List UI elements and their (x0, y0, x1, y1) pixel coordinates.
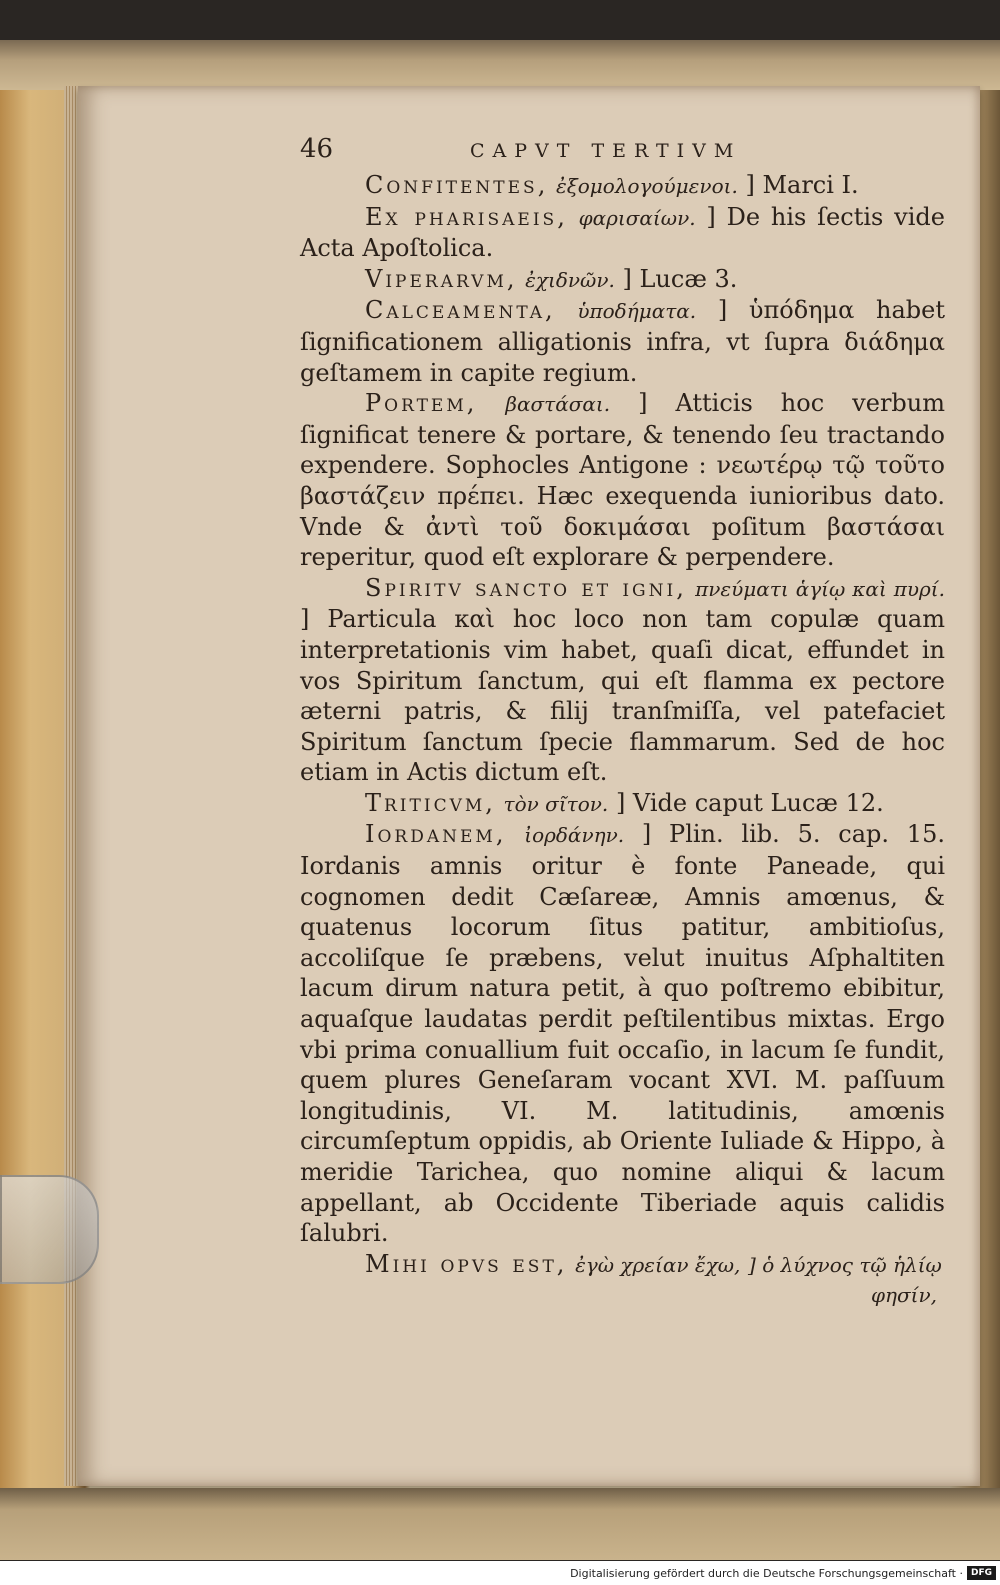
greek-term: βαστάσαι. (505, 392, 611, 417)
entry-portem (300, 388, 945, 573)
chapter-title: CAPVT TERTIVM (470, 140, 742, 162)
lemma: Calceamenta, (365, 296, 556, 325)
entry-iordanem (300, 819, 945, 1248)
running-head (300, 134, 945, 170)
commentary: ] Atticis hoc verbum ſignificat tenere & portare, & tenendo ſeu tractando expendere. Sophocles Antigone : νεωτέρῳ τῷ τοῦτο βαστάζειν πρέπει. Hæc exequenda iunioribus dato. Vnde & ἀντὶ τοῦ δοκιμάσαι poſitum βαστάσαι reperitur, quod eſt explorare & perpendere. (300, 389, 945, 572)
commentary: ] ὑπόδημα habet ſignificationem alligationis infra, vt ſupra διάδημα geſtamem in capite regium. (300, 296, 945, 387)
entry-mihi-opus-est (300, 1249, 945, 1281)
entry-confitentes (300, 170, 945, 202)
greek-term: τὸν σῖτον. (503, 791, 609, 816)
entry-viperarum (300, 264, 945, 296)
greek-term: φαρισαίων. (578, 205, 696, 230)
commentary: ] Lucæ 3. (622, 264, 738, 293)
entry-triticum (300, 788, 945, 820)
lemma: Iordanem, (365, 820, 507, 849)
greek-term: πνεύματι ἁγίῳ καὶ πυρί. (695, 576, 945, 601)
greek-term: ἰορδάνην. (524, 823, 625, 848)
lemma: Spiritv sancto et igni, (365, 573, 687, 602)
dfg-logo-icon: DFG (967, 1566, 996, 1580)
glass-clasp (0, 1175, 99, 1284)
greek-term: ἐχιδνῶν. (525, 267, 615, 292)
lemma: Confitentes, (365, 171, 549, 199)
catchword: φησίν, (871, 1283, 937, 1308)
commentary: ] Particula καὶ hoc loco non tam copulæ quam interpretationis vim habet, quaſi dicat, effundet in vos Spiritum ſanctum, qui eſt flamma ex pectore æterni patris, & filij tranſmiſſa, vel patefaciet Spiritum ſanctum ſpecie flammarum. Sed de hoc etiam in Actis dictum eſt. (300, 605, 945, 787)
commentary: ] Plin. lib. 5. cap. 15. Iordanis amnis oritur è fonte Paneade, qui cognomen dedit Cæſareæ, Amnis amœnus, & quatenus locorum ſitus patitur, ambitioſus, accoliſque ſe præbens, velut inuitus Aſphaltiten lacum dirum natura petit, à quo poſtremo ebibitur, aquaſque laudatas perdit peſtilentibus mixtas. Ergo vbi prima conuallium fuit occaſio, in lacum ſe fundit, quem plures Geneſaram vocant XVI. M. paſſuum longitudinis, VI. M. latitudinis, amœnis circumſeptum oppidis, ab Oriente Iuliade & Hippo, à meridie Tarichea, quo nomine aliqui & lacum appellant, ab Occidente Tiberiade aquis calidis ſalubri. (300, 820, 945, 1248)
lemma: Portem, (365, 389, 478, 418)
lemma: Ex pharisaeis, (365, 202, 568, 231)
footer-credit: Digitalisierung gefördert durch die Deutsche Forschungsgemeinschaft · (570, 1566, 963, 1580)
bottom-board (0, 1488, 1000, 1560)
entry-calceamenta (300, 295, 945, 388)
commentary: ] Marci I. (745, 171, 859, 199)
digitization-footer (0, 1561, 1000, 1585)
greek-term: ἐγὼ χρείαν ἔχω, (575, 1252, 741, 1277)
top-board (0, 40, 1000, 90)
greek-term: ἐξομολογούμενοι. (555, 174, 738, 198)
lemma: Viperarvm, (365, 264, 518, 293)
commentary: ] De his ſectis vide Acta Apoſtolica. (300, 202, 945, 263)
lemma: Triticvm, (365, 788, 496, 817)
commentary: ] Vide caput Lucæ 12. (615, 788, 884, 817)
greek-term: ὑποδήματα. (577, 299, 697, 324)
entry-spiritu (300, 573, 945, 788)
page-number: 46 (300, 134, 334, 164)
entry-pharisaeis (300, 202, 945, 264)
page-text (300, 134, 945, 1311)
commentary: ] ὁ λύχνος τῷ ἡλίῳ (748, 1252, 942, 1277)
lemma: Mihi opvs est, (365, 1249, 568, 1278)
